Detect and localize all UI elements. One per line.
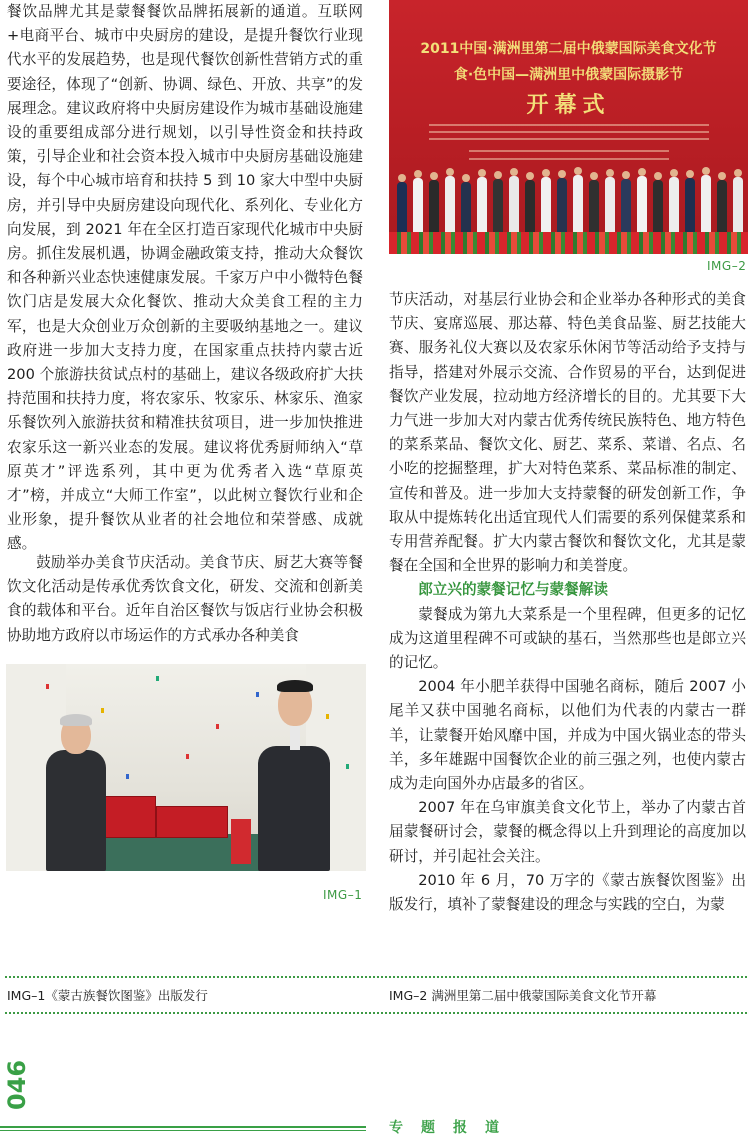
banner-line-3: 开幕式 bbox=[526, 93, 611, 118]
body-paragraph: 2010 年 6 月，70 万字的《蒙古族餐饮图鉴》出版发行，填补了蒙餐建设的理念与实践的空白，为蒙 bbox=[389, 871, 746, 914]
page-number-text: 046 bbox=[3, 1059, 31, 1111]
left-column-mid-text bbox=[7, 551, 363, 648]
photo-book-launch bbox=[6, 664, 366, 871]
right-column-text bbox=[389, 288, 746, 917]
page-number bbox=[2, 1056, 32, 1114]
img2-tag: IMG–2 bbox=[707, 259, 747, 273]
body-paragraph: 鼓励举办美食节庆活动。美食节庆、厨艺大赛等餐饮文化活动是传承优秀饮食文化，研发、交流和创新美食的载体和平台。近年自治区餐饮与饭店行业协会积极协助地方政府以市场运作的方式承办各种美食 bbox=[7, 554, 363, 644]
img1-tag: IMG–1 bbox=[323, 888, 363, 902]
section-label: 专题报道 bbox=[389, 1120, 517, 1136]
body-paragraph: 餐饮品牌尤其是蒙餐餐饮品牌拓展新的通道。互联网+电商平台、城市中央厨房的建设，是提升餐饮行业现代水平的发展趋势，也是现代餐饮创新性营销方式的重要途径，体现了“创新、协调、绿色、开放、共享”的发展理念。建议政府将中央厨房建设作为城市基础设施建设的重要组成部分进行规划，以引导性资金和扶持政策，引导企业和社会资本投入城市中央厨房基础设施建设，每个中心城市培育和扶持 5 到 10 家大中型中央厨房，并引导中央厨房建设向现代化、系列化、专业化方向发展，到 2021 年在全区打造百家现代化城市中央厨房。抓住发展机遇，协调金融政策支持，推动大众餐饮和各种新兴业态快速健康发展。千家万户中小微特色餐饮门店是发展大众化餐饮、推动大众美食工程的主力军，也是大众创业万众创新的主要吸纳基地之一。建议政府进一步加大支持力度，在国家重点扶持内蒙古近 200 个旅游扶贫试点村的基础上，建议各级政府扩大扶持范围和扶持力度，将农家乐、牧家乐、林家乐、渔家乐餐饮列入旅游扶贫和精准扶贫项目，进一步加快推进农家乐这一新兴业态的发展。建议将优秀厨师纳入“草原英才”评选系列，其中更为优秀者入选“草原英才”榜，并成立“大师工作室”，以此树立餐饮行业和企业形象，提升餐饮从业者的社会地位和荣誉感、成就感。 bbox=[7, 3, 363, 553]
left-column-top-text bbox=[7, 0, 363, 557]
banner-line-2: 食·色中国—满洲里中俄蒙国际摄影节 bbox=[453, 67, 684, 83]
section-subheading: 郎立兴的蒙餐记忆与蒙餐解读 bbox=[418, 581, 608, 599]
body-paragraph: 节庆活动，对基层行业协会和企业举办各种形式的美食节庆、宴席巡展、那达幕、特色美食品鉴、厨艺技能大赛、服务礼仪大赛以及农家乐休闲节等活动给予支持与指导，搭建对外展示交流、合作贸易的平台，达到促进餐饮产业发展，拉动地方经济增长的目的。尤其要下大力气进一步加大对内蒙古优秀传统民族特色、地方特色的菜系菜品、餐饮文化、厨艺、菜系、菜谱、名点、名小吃的挖掘整理，扩大对特色菜系、菜品标准的制定、宣传和普及。进一步加大支持蒙餐的研发创新工作，争取从中提炼转化出适宜现代人们需要的系列保健菜系和专用营养配餐。扩大内蒙古餐饮和餐饮文化，尤其是蒙餐在全国和全世界的影响力和美誉度。 bbox=[389, 291, 746, 575]
body-paragraph: 蒙餐成为第九大菜系是一个里程碑，但更多的记忆成为这道里程碑不可或缺的基石，当然那些也是郎立兴的记忆。 bbox=[389, 605, 746, 672]
footer-rule bbox=[0, 1130, 366, 1131]
body-paragraph: 2007 年在乌审旗美食文化节上，举办了内蒙古首届蒙餐研讨会，蒙餐的概念得以上升到理论的高度加以研讨，并引起社会关注。 bbox=[389, 799, 746, 865]
photo-festival-opening bbox=[389, 0, 748, 254]
footer-rule bbox=[0, 1126, 366, 1128]
body-paragraph: 2004 年小肥羊获得中国驰名商标，随后 2007 小尾羊又获中国驰名商标，以他们为代表的内蒙古一群羊，让蒙餐开始风靡中国，并成为中国火锅业态的带头羊，多年雄踞中国餐饮企业的前三强之列，也使内蒙古成为走向国外办店最多的省区。 bbox=[389, 678, 746, 793]
img1-caption: IMG–1《蒙古族餐饮图鉴》出版发行 bbox=[7, 988, 208, 1003]
caption-divider bbox=[5, 976, 747, 978]
flower-row bbox=[389, 232, 748, 254]
banner-line-1: 2011中国·满洲里第二届中俄蒙国际美食文化节 bbox=[420, 41, 717, 57]
caption-divider bbox=[5, 1012, 747, 1014]
gift-box bbox=[156, 806, 228, 838]
img2-caption: IMG–2 满洲里第二届中俄蒙国际美食文化节开幕 bbox=[389, 988, 657, 1003]
